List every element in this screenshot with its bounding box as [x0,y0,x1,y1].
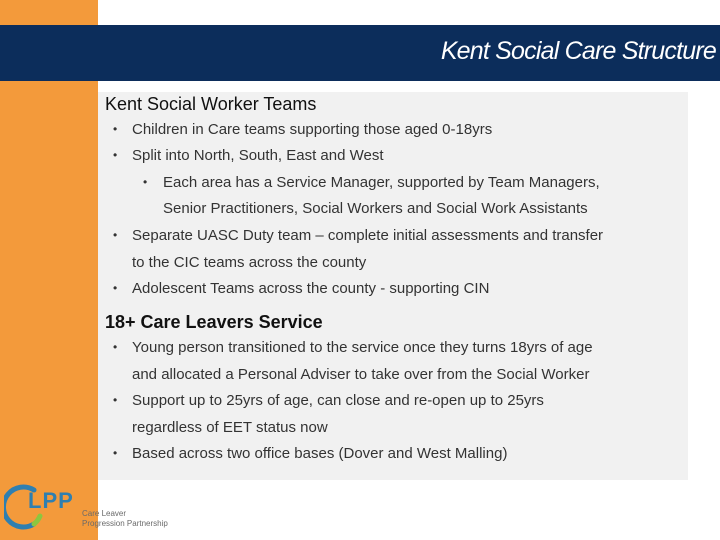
list-item-continuation: regardless of EET status now [132,419,328,436]
list-item-continuation: Senior Practitioners, Social Workers and Social Work Assistants [163,200,588,217]
orange-side-bar [0,0,98,540]
list-item: Split into North, South, East and West [132,147,384,164]
bullet: • [113,148,118,162]
section-heading-care-leavers-service: 18+ Care Leavers Service [105,312,323,332]
bullet: • [113,228,118,242]
logo-subtitle-line2: Progression Partnership [82,519,168,528]
bullet: • [113,446,118,460]
sub-bullet: • [143,175,148,189]
list-item: Children in Care teams supporting those aged 0-18yrs [132,121,493,138]
logo-letters: LPP [28,488,74,513]
bullet: • [113,122,118,136]
list-item: Young person transitioned to the service once they turns 18yrs of age [132,339,593,356]
list-item: Separate UASC Duty team – complete initial assessments and transfer [132,227,604,244]
slide-title: Kent Social Care Structure [440,37,716,65]
logo-subtitle-line1: Care Leaver [82,509,127,518]
list-item: Each area has a Service Manager, supported by Team Managers, [163,174,600,191]
list-item: Support up to 25yrs of age, can close and re-open up to 25yrs [132,392,544,409]
bullet: • [113,281,118,295]
list-item-continuation: and allocated a Personal Adviser to take over from the Social Worker [132,366,590,383]
list-item: Based across two office bases (Dover and West Malling) [132,445,508,462]
bullet: • [113,340,118,354]
list-item-continuation: to the CIC teams across the county [132,254,367,271]
bullet: • [113,393,118,407]
list-item: Adolescent Teams across the county - supporting CIN [132,280,490,297]
lpp-logo [4,482,168,534]
section-heading-social-worker-teams: Kent Social Worker Teams [105,94,317,114]
